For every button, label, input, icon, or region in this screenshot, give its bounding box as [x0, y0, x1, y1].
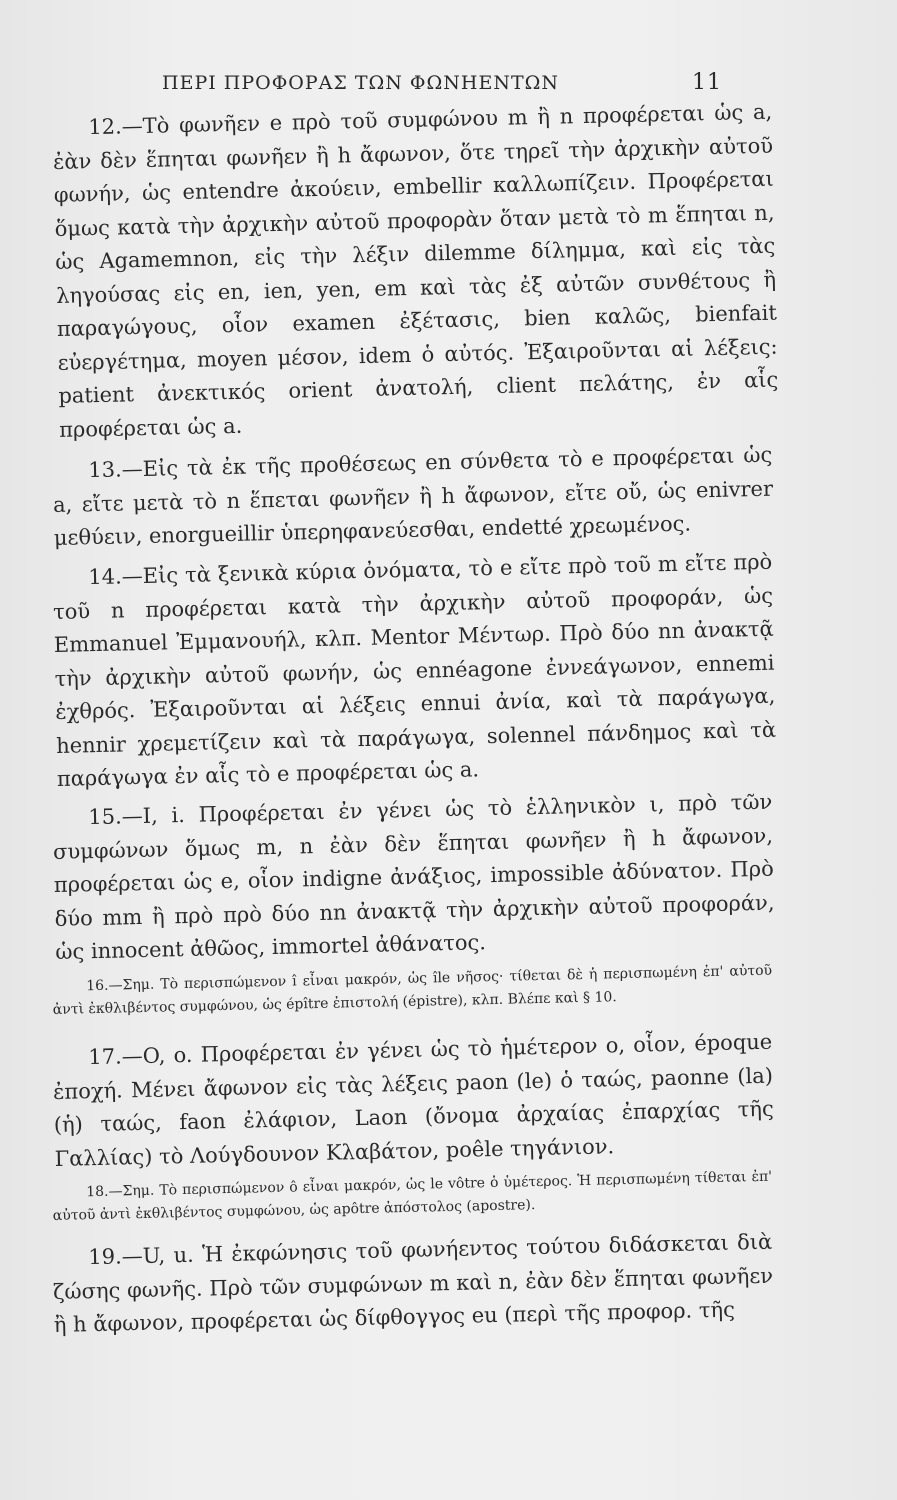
paragraph-19: 19.—U, u. Ἡ ἐκφώνησις τοῦ φωνήεντος τούτου διδάσκεται διὰ ζώσης φωνῆς. Πρὸ τῶν συμφώνων m καὶ n, ἐὰν δὲν ἕπηται φωνῆεν ἢ h ἄφωνον, προφέρεται ὡς δίφθογγος eu (περὶ τῆς προφορ. τῆς	[52, 1229, 774, 1337]
running-head: ΠΕΡΙ ΠΡΟΦΟΡΑΣ ΤΩΝ ΦΩΝΗΕΝΤΩΝ	[162, 72, 559, 94]
paragraph-13: 13.—Εἰς τὰ ἐκ τῆς προθέσεως en σύνθετα τὸ e προφέρεται ὡς a, εἴτε μετὰ τὸ n ἕπεται φωνῆεν ἢ h ἄφωνον, εἴτε οὔ, ὡς enivrer μεθύειν, enorgueillir ὑπερηφανεύεσθαι, endetté χρεωμένος.	[52, 442, 774, 550]
note-18: 18.—Σημ. Τὸ περισπώμενον ô εἶναι μακρόν, ὡς le vôtre ὁ ὑμέτερος. Ἡ περισπωμένη τίθεται ἐπ' αὐτοῦ ἀντὶ ἐκθλιβέντος συμφώνου, ὡς apôtre ἀπόστολος (apostre).	[52, 1168, 773, 1224]
paragraph-14: 14.—Εἰς τὰ ξενικὰ κύρια ὀνόματα, τὸ e εἴτε πρὸ τοῦ m εἴτε πρὸ τοῦ n προφέρεται κατὰ τὴν ἀρχικὴν αὐτοῦ προφοράν, ὡς Emmanuel Ἐμμανουήλ, κλπ. Mentor Μέντωρ. Πρὸ δύο nn ἀνακτᾷ τὴν ἀρχικὴν αὐτοῦ φωνήν, ὡς ennéagone ἐννεάγωνον, ennemi ἐχθρός. Ἐξαιροῦνται αἱ λέξεις ennui ἀνία, καὶ τὰ παράγωγα, hennir χρεμετίζειν καὶ τὰ παράγωγα, solennel πάνδημος καὶ τὰ παράγωγα ἐν αἷς τὸ e προφέρεται ὡς a.	[52, 549, 777, 791]
page-content	[52, 64, 779, 1342]
paragraph-12: 12.—Τὸ φωνῆεν e πρὸ τοῦ συμφώνου m ἢ n προφέρεται ὡς a, ἐὰν δὲν ἕπηται φωνῆεν ἢ h ἄφωνον, ὅτε τηρεῖ τὴν ἀρχικὴν αὐτοῦ φωνήν, ὡς entendre ἀκούειν, embellir καλλωπίζειν. Προφέρεται ὅμως κατὰ τὴν ἀρχικὴν αὐτοῦ προφορὰν ὅταν μετὰ τὸ m ἕπηται n, ὡς Agamemnon, εἰς τὴν λέξιν dilemme δίλημμα, καὶ εἰς τὰς ληγούσας εἰς en, ien, yen, em καὶ τὰς ἐξ αὐτῶν συνθέτους ἢ παραγώγους, οἷον examen ἐξέτασις, bien καλῶς, bienfait εὐεργέτημα, moyen μέσον, idem ὁ αὐτός. Ἐξαιροῦνται αἱ λέξεις: patient ἀνεκτικός orient ἀνατολή, client πελάτης, ἐν αἷς προφέρεται ὡς a.	[52, 99, 779, 442]
note-16: 16.—Σημ. Τὸ περισπώμενον î εἶναι μακρόν, ὡς île νῆσος· τίθεται δὲ ἡ περισπωμένη ἐπ' αὐτοῦ ἀντὶ ἐκθλιβέντος συμφώνου, ὡς épître ἐπιστολή (épistre), κλπ. Βλέπε καὶ § 10.	[52, 962, 773, 1018]
paragraph-17: 17.—O, o. Προφέρεται ἐν γένει ὡς τὸ ἡμέτερον o, οἷον, époque ἐποχή. Μένει ἄφωνον εἰς τὰς λέξεις paon (le) ὁ ταώς, paonne (la) (ἡ) ταώς, faon ἐλάφιον, Laon (ὄνομα ἀρχαίας ἐπαρχίας τῆς Γαλλίας) τὸ Λούγδουνον Κλαβάτον, poêle τηγάνιον.	[52, 1029, 774, 1170]
page-number: 11	[692, 70, 722, 95]
paragraph-15: 15.—I, i. Προφέρεται ἐν γένει ὡς τὸ ἑλληνικὸν ι, πρὸ τῶν συμφώνων ὅμως m, n ἐὰν δὲν ἕπηται φωνῆεν ἢ h ἄφωνον, προφέρεται ὡς e, οἷον indigne ἀνάξιος, impossible ἀδύνατον. Πρὸ δύο mm ἢ πρὸ πρὸ δύο nn ἀνακτᾷ τὴν ἀρχικὴν αὐτοῦ προφοράν, ὡς innocent ἀθῶος, immortel ἀθάνατος.	[52, 789, 775, 964]
